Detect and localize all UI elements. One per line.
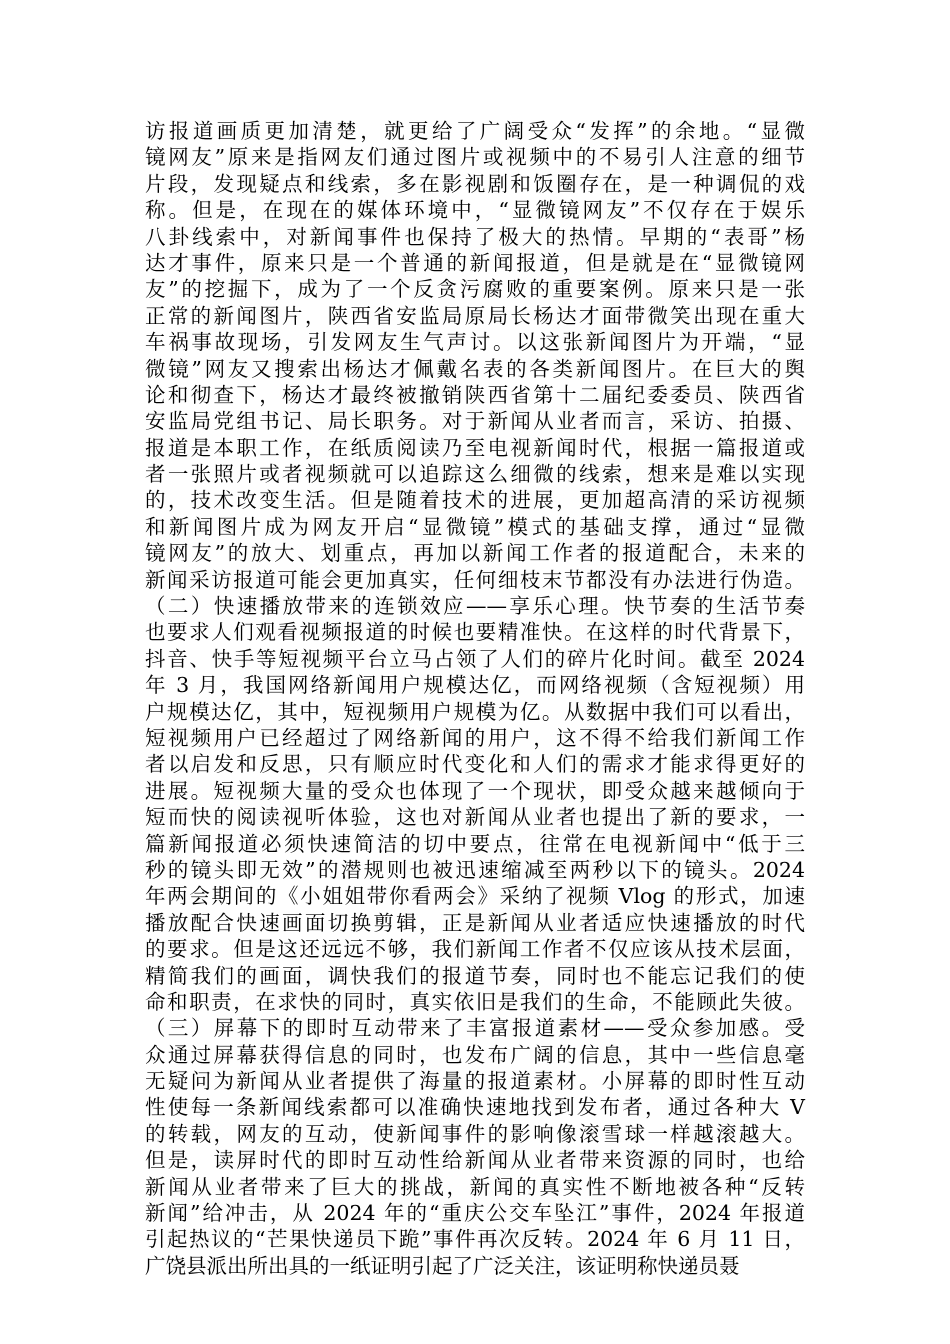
text-line: 车祸事故现场，引发网友生气声讨。以这张新闻图片为开端，“显: [145, 330, 805, 355]
text-line: 进展。短视频大量的受众也体现了一个现状，即受众越来越倾向于: [145, 778, 805, 803]
text-line: 者一张照片或者视频就可以追踪这么细微的线索，想来是难以实现: [145, 462, 805, 487]
text-line: 的转载，网友的互动，使新闻事件的影响像滚雪球一样越滚越大。: [145, 1121, 805, 1146]
text-line: 微镜”网友又搜索出杨达才佩戴名表的各类新闻图片。在巨大的舆: [145, 356, 805, 381]
document-body: [145, 118, 805, 1279]
text-line: 年两会期间的《小姐姐带你看两会》采纳了视频 Vlog 的形式，加速: [145, 884, 805, 909]
text-line: 短视频用户已经超过了网络新闻的用户，这不得不给我们新闻工作: [145, 725, 805, 750]
text-line: 精简我们的画面，调快我们的报道节奏，同时也不能忘记我们的使: [145, 963, 805, 988]
text-line: 镜网友”的放大、划重点，再加以新闻工作者的报道配合，未来的: [145, 541, 805, 566]
text-line: 抖音、快手等短视频平台立马占领了人们的碎片化时间。截至 2024: [145, 646, 805, 671]
text-line: 新闻”给冲击，从 2024 年的“重庆公交车坠江”事件，2024 年报道: [145, 1201, 805, 1226]
text-line: 论和彻查下，杨达才最终被撤销陕西省第十二届纪委委员、陕西省: [145, 382, 805, 407]
text-line: 八卦线索中，对新闻事件也保持了极大的热情。早期的“表哥”杨: [145, 224, 805, 249]
text-line: 友”的挖掘下，成为了一个反贪污腐败的重要案例。原来只是一张: [145, 277, 805, 302]
text-line: 性使每一条新闻线索都可以准确快速地找到发布者，通过各种大 V: [145, 1095, 805, 1120]
text-line: 无疑问为新闻从业者提供了海量的报道素材。小屏幕的即时性互动: [145, 1069, 805, 1094]
text-line: 新闻从业者带来了巨大的挑战，新闻的真实性不断地被各种“反转: [145, 1174, 805, 1199]
text-line: 称。但是，在现在的媒体环境中，“显微镜网友”不仅存在于娱乐: [145, 198, 805, 223]
text-line: 安监局党组书记、局长职务。对于新闻从业者而言，采访、拍摄、: [145, 409, 805, 434]
text-line: 的，技术改变生活。但是随着技术的进展，更加超高清的采访视频: [145, 488, 805, 513]
text-line: （二）快速播放带来的连锁效应——享乐心理。快节奏的生活节奏: [145, 594, 805, 619]
text-line: 秒的镜头即无效”的潜规则也被迅速缩减至两秒以下的镜头。2024: [145, 857, 805, 882]
text-line: 引起热议的“芒果快递员下跪”事件再次反转。2024 年 6 月 11 日，: [145, 1227, 805, 1252]
text-line: 播放配合快速画面切换剪辑，正是新闻从业者适应快速播放的时代: [145, 910, 805, 935]
text-line: 报道是本职工作，在纸质阅读乃至电视新闻时代，根据一篇报道或: [145, 435, 805, 460]
text-line: 访报道画质更加清楚，就更给了广阔受众“发挥”的余地。“显微: [145, 119, 805, 143]
text-line: 篇新闻报道必须快速简洁的切中要点，往常在电视新闻中“低于三: [145, 831, 805, 856]
text-line: 户规模达亿，其中，短视频用户规模为亿。从数据中我们可以看出，: [145, 699, 805, 724]
text-line: 命和职责，在求快的同时，真实依旧是我们的生命，不能顾此失彼。: [145, 989, 805, 1014]
text-line: （三）屏幕下的即时互动带来了丰富报道素材——受众参加感。受: [145, 1016, 805, 1041]
text-line: 新闻采访报道可能会更加真实，任何细枝末节都没有办法进行伪造。: [145, 567, 805, 592]
text-line: 也要求人们观看视频报道的时候也要精准快。在这样的时代背景下，: [145, 620, 805, 645]
text-line: 镜网友”原来是指网友们通过图片或视频中的不易引人注意的细节: [145, 145, 805, 170]
text-line: 短而快的阅读视听体验，这也对新闻从业者也提出了新的要求，一: [145, 805, 805, 830]
text-line: 和新闻图片成为网友开启“显微镜”模式的基础支撑，通过“显微: [145, 514, 805, 539]
text-line: 的要求。但是这还远远不够，我们新闻工作者不仅应该从技术层面，: [145, 937, 805, 962]
text-line: 众通过屏幕获得信息的同时，也发布广阔的信息，其中一些信息毫: [145, 1042, 805, 1067]
text-line: 达才事件，原来只是一个普通的新闻报道，但是就是在“显微镜网: [145, 250, 805, 275]
text-line: 年 3 月，我国网络新闻用户规模达亿，而网络视频（含短视频）用: [145, 673, 805, 698]
text-line: 正常的新闻图片，陕西省安监局原局长杨达才面带微笑出现在重大: [145, 303, 805, 328]
text-line: 者以启发和反思，只有顺应时代变化和人们的需求才能求得更好的: [145, 752, 805, 777]
text-line: 片段，发现疑点和线索，多在影视剧和饭圈存在，是一种调侃的戏: [145, 171, 805, 196]
text-line: 广饶县派出所出具的一纸证明引起了广泛关注，该证明称快递员聂: [145, 1253, 740, 1278]
text-line: 但是，读屏时代的即时互动性给新闻从业者带来资源的同时，也给: [145, 1148, 805, 1173]
